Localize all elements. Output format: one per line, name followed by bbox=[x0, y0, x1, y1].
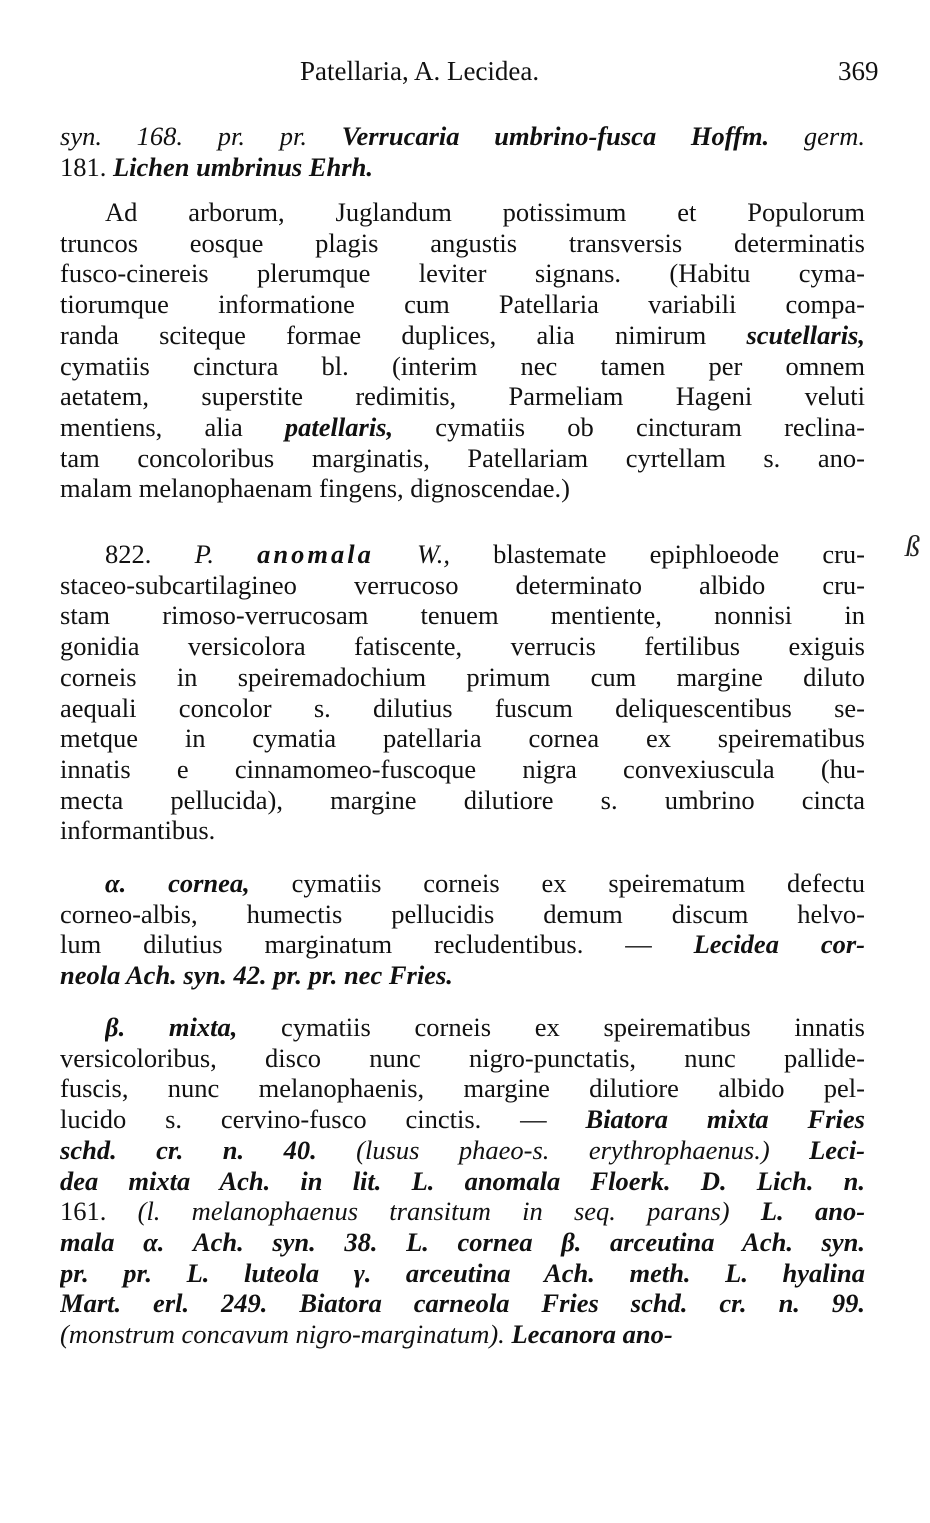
italic-text-segment: (lusus phaeo-s. erythrophaenus.) bbox=[356, 1134, 810, 1165]
text-line bbox=[60, 1134, 865, 1166]
text-segment: lum dilutius marginatum recludentibus. — bbox=[60, 929, 694, 960]
text-line bbox=[60, 722, 865, 754]
margin-mark: ß bbox=[905, 530, 920, 563]
text-segment: mecta pellucida), margine dilutiore s. umbrino cincta bbox=[60, 784, 865, 815]
text-segment: truncos eosque plagis angustis transversis determinatis bbox=[60, 227, 865, 258]
text-line bbox=[105, 196, 865, 228]
italic-text-segment: L. ano- bbox=[760, 1196, 865, 1227]
text-line bbox=[60, 1226, 865, 1258]
text-line bbox=[60, 120, 865, 152]
text-line bbox=[60, 959, 865, 991]
text-line bbox=[60, 380, 865, 412]
text-line bbox=[60, 350, 865, 382]
text-segment: randa sciteque formae duplices, alia nimirum bbox=[60, 319, 747, 350]
italic-text-segment: P. bbox=[194, 539, 258, 569]
text-segment: blastemate epiphloeode cru- bbox=[449, 539, 865, 569]
italic-text-segment: schd. cr. n. 40. bbox=[60, 1134, 357, 1165]
text-line bbox=[60, 472, 865, 504]
italic-text-segment: Leci- bbox=[809, 1134, 865, 1165]
text-line bbox=[105, 867, 865, 899]
text-segment: tam concoloribus marginatis, Patellariam cyrtellam s. ano- bbox=[60, 442, 865, 473]
text-line bbox=[60, 928, 865, 960]
text-line bbox=[60, 753, 865, 785]
italic-text-segment: anomala bbox=[257, 539, 374, 569]
text-line bbox=[60, 1287, 865, 1319]
text-segment: mentiens, alia bbox=[60, 411, 285, 442]
text-segment: metque in cymatia patellaria cornea ex speirematibus bbox=[60, 723, 865, 754]
italic-text-segment: α. cornea, bbox=[105, 868, 250, 898]
text-segment: tiorumque informatione cum Patellaria variabili compa- bbox=[60, 289, 865, 320]
text-segment: aequali concolor s. dilutius fuscum deliquescentibus se- bbox=[60, 692, 865, 723]
text-line bbox=[60, 814, 865, 846]
text-line bbox=[60, 1165, 865, 1197]
italic-text-segment: Lichen umbrinus Ehrh. bbox=[113, 151, 373, 182]
text-segment: fuscis, nunc melanophaenis, margine dilutiore albido pel- bbox=[60, 1073, 865, 1104]
text-line bbox=[60, 151, 865, 183]
italic-text-segment: mala α. Ach. syn. 38. L. cornea β. arceutina Ach. syn. bbox=[60, 1226, 865, 1257]
italic-text-segment: pr. pr. L. luteola γ. arceutina Ach. meth. L. hyalina bbox=[60, 1257, 865, 1288]
text-line bbox=[60, 630, 865, 662]
italic-text-segment: Mart. erl. 249. Biatora carneola Fries schd. cr. n. 99. bbox=[60, 1288, 865, 1319]
italic-text-segment: (monstrum concavum nigro-marginatum). bbox=[60, 1319, 512, 1349]
text-line bbox=[60, 1042, 865, 1074]
italic-text-segment: dea mixta Ach. in lit. L. anomala Floerk. D. Lich. n. bbox=[60, 1165, 865, 1196]
italic-text-segment: Lecidea cor- bbox=[693, 929, 865, 960]
text-line bbox=[60, 1195, 865, 1227]
text-line bbox=[60, 227, 865, 259]
text-line bbox=[60, 319, 865, 351]
text-segment: gonidia versicolora fatiscente, verrucis fertilibus exiguis bbox=[60, 631, 865, 662]
text-segment: innatis e cinnamomeo-fuscoque nigra convexiuscula (hu- bbox=[60, 753, 865, 784]
italic-text-segment: Verrucaria umbrino-fusca Hoffm. bbox=[341, 121, 770, 151]
text-line bbox=[60, 1318, 865, 1350]
text-line bbox=[60, 661, 865, 693]
text-segment: malam melanophaenam fingens, dignoscendae.) bbox=[60, 473, 570, 504]
italic-text-segment: Biatora mixta Fries bbox=[585, 1104, 865, 1135]
text-segment: corneis in speiremadochium primum cum margine diluto bbox=[60, 661, 865, 692]
text-segment: 181. bbox=[60, 151, 113, 182]
italic-text-segment: neola Ach. syn. 42. pr. pr. nec Fries. bbox=[60, 960, 453, 991]
text-line bbox=[60, 784, 865, 816]
text-line bbox=[60, 1072, 865, 1104]
text-segment: cymatiis cinctura bl. (interim nec tamen per omnem bbox=[60, 350, 865, 381]
text-segment: cymatiis ob cincturam reclina- bbox=[393, 411, 865, 442]
text-line bbox=[105, 1011, 865, 1043]
italic-text-segment: patellaris, bbox=[284, 411, 394, 442]
text-segment: 161. bbox=[60, 1196, 138, 1227]
italic-text-segment: scutellaris, bbox=[746, 319, 865, 350]
text-line bbox=[60, 288, 865, 320]
text-segment: Ad arborum, Juglandum potissimum et Populorum bbox=[105, 197, 865, 227]
italic-text-segment: (l. melanophaenus transitum in seq. parans) bbox=[137, 1196, 761, 1227]
italic-text-segment: Lecanora ano- bbox=[511, 1319, 673, 1349]
text-segment: corneo-albis, humectis pellucidis demum discum helvo- bbox=[60, 898, 865, 929]
text-segment: stam rimoso-verrucosam tenuem mentiente, nonnisi in bbox=[60, 600, 865, 631]
text-segment: informantibus. bbox=[60, 815, 216, 846]
text-line bbox=[60, 1257, 865, 1289]
text-line bbox=[60, 569, 865, 601]
text-segment: lucido s. cervino-fusco cinctis. — bbox=[60, 1104, 586, 1135]
text-line bbox=[60, 257, 865, 289]
text-segment: staceo-subcartilagineo verrucoso determinato albido cru- bbox=[60, 569, 865, 600]
italic-text-segment: β. mixta, bbox=[105, 1012, 238, 1042]
text-segment: versicoloribus, disco nunc nigro-punctatis, nunc pallide- bbox=[60, 1042, 865, 1073]
text-line bbox=[105, 538, 865, 570]
text-line bbox=[60, 442, 865, 474]
text-line bbox=[60, 692, 865, 724]
page-number: 369 bbox=[838, 56, 879, 86]
text-line bbox=[60, 599, 865, 631]
text-segment: fusco-cinereis plerumque leviter signans. (Habitu cyma- bbox=[60, 258, 865, 289]
italic-text-segment: syn. 168. pr. pr. bbox=[60, 121, 342, 151]
text-segment: cymatiis corneis ex speirematibus innatis bbox=[237, 1012, 865, 1042]
text-segment: 822. bbox=[105, 539, 195, 569]
text-segment: cymatiis corneis ex speirematum defectu bbox=[249, 868, 865, 898]
italic-text-segment: W., bbox=[373, 539, 450, 569]
italic-text-segment: germ. bbox=[769, 121, 865, 151]
running-head-title: Patellaria, A. Lecidea. bbox=[300, 56, 540, 86]
text-segment: aetatem, superstite redimitis, Parmeliam Hageni veluti bbox=[60, 381, 865, 412]
text-line bbox=[60, 1103, 865, 1135]
text-line bbox=[60, 898, 865, 930]
text-line bbox=[60, 411, 865, 443]
